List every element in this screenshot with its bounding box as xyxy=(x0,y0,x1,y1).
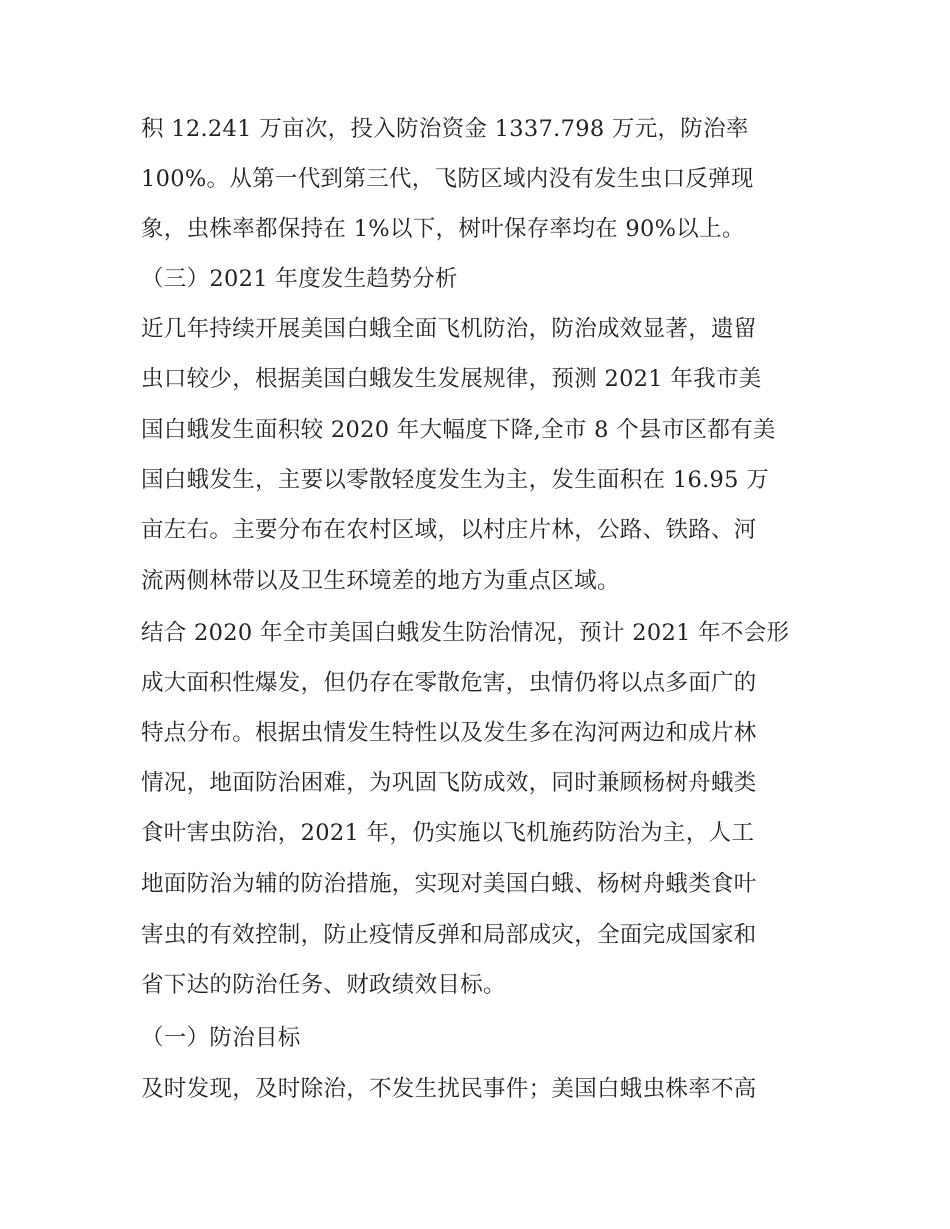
text-line: 虫口较少，根据美国白蛾发生发展规律，预测 2021 年我市美 xyxy=(141,366,762,392)
text-line: 情况，地面防治困难，为巩固飞防成效，同时兼顾杨树舟蛾类 xyxy=(141,770,757,796)
text-line: 特点分布。根据虫情发生特性以及发生多在沟河两边和成片林 xyxy=(141,720,757,746)
text-line: 积 12.241 万亩次，投入防治资金 1337.798 万元，防治率 xyxy=(141,116,749,142)
section-heading-trend-analysis: （三）2021 年度发生趋势分析 xyxy=(141,266,458,292)
text-line: 近几年持续开展美国白蛾全面飞机防治，防治成效显著，遗留 xyxy=(141,316,757,342)
text-line: 国白蛾发生面积较 2020 年大幅度下降,全市 8 个县市区都有美 xyxy=(141,417,776,443)
text-line: 食叶害虫防治，2021 年，仍实施以飞机施药防治为主，人工 xyxy=(141,820,755,846)
text-line: 国白蛾发生，主要以零散轻度发生为主，发生面积在 16.95 万 xyxy=(141,467,770,493)
text-line: 成大面积性爆发，但仍存在零散危害，虫情仍将以点多面广的 xyxy=(141,670,757,696)
text-line: 100%。从第一代到第三代，飞防区域内没有发生虫口反弹现 xyxy=(141,166,754,192)
text-line: 象，虫株率都保持在 1%以下，树叶保存率均在 90%以上。 xyxy=(141,216,745,242)
text-line: 结合 2020 年全市美国白蛾发生防治情况，预计 2021 年不会形 xyxy=(141,620,790,646)
text-line: 地面防治为辅的防治措施，实现对美国白蛾、杨树舟蛾类食叶 xyxy=(141,871,757,897)
text-line: 流两侧林带以及卫生环境差的地方为重点区域。 xyxy=(141,568,620,594)
text-line: 及时发现，及时除治，不发生扰民事件；美国白蛾虫株率不高 xyxy=(141,1076,757,1102)
section-heading-prevention-goals: （一）防治目标 xyxy=(141,1025,301,1051)
text-line: 亩左右。主要分布在农村区域，以村庄片林，公路、铁路、河 xyxy=(141,517,757,543)
text-line: 害虫的有效控制，防止疫情反弹和局部成灾，全面完成国家和 xyxy=(141,922,757,948)
text-line: 省下达的防治任务、财政绩效目标。 xyxy=(141,972,506,998)
